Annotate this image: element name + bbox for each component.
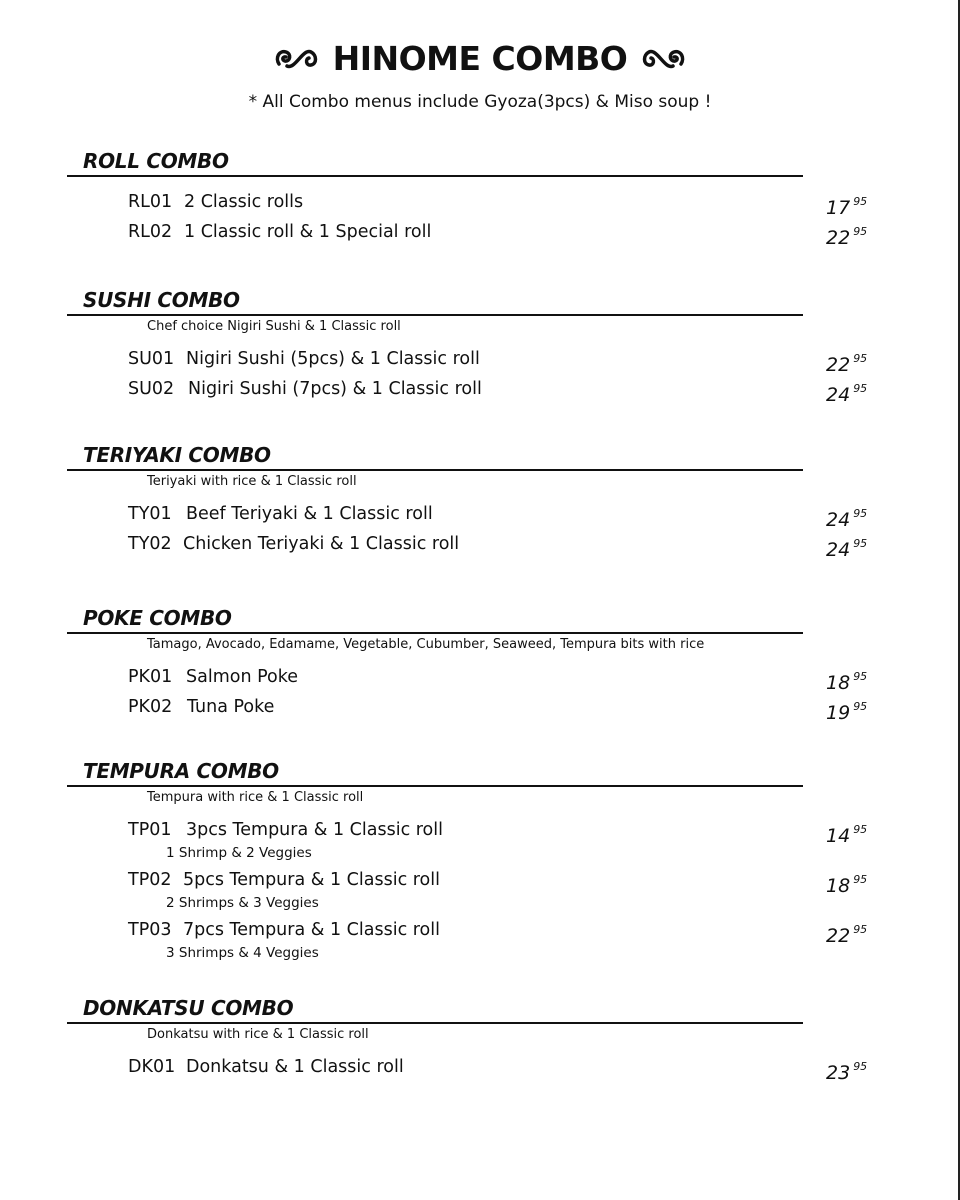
item-price	[826, 217, 867, 253]
price-dollars: 23	[826, 1062, 851, 1084]
combo-includes-note: * All Combo menus include Gyoza(3pcs) & Miso soup !	[248, 92, 712, 112]
section-tempura-combo	[0, 758, 960, 965]
section-divider	[67, 175, 803, 177]
price-dollars: 22	[826, 227, 851, 249]
item-note: 2 Shrimps & 3 Veggies	[166, 895, 319, 911]
item-list	[0, 344, 960, 404]
item-name: 3pcs Tempura & 1 Classic roll	[186, 820, 443, 840]
price-cents: 95	[853, 873, 868, 886]
section-description: Chef choice Nigiri Sushi & 1 Classic roll	[147, 319, 401, 334]
section-description: Tempura with rice & 1 Classic roll	[147, 790, 364, 805]
item-note: 3 Shrimps & 4 Veggies	[166, 945, 319, 961]
page-title: HINOME COMBO	[332, 38, 628, 78]
section-divider	[67, 1022, 803, 1024]
item-price	[826, 1052, 867, 1088]
item-code: PK01	[128, 667, 173, 687]
menu-item-ty01	[0, 499, 960, 529]
menu-item-rl01	[0, 187, 960, 217]
item-list	[0, 499, 960, 559]
menu-item-tp03	[0, 915, 960, 945]
section-description: Tamago, Avocado, Edamame, Vegetable, Cubumber, Seaweed, Tempura bits with rice	[147, 637, 705, 652]
item-list	[0, 662, 960, 722]
item-name: Donkatsu & 1 Classic roll	[186, 1057, 404, 1077]
price-dollars: 14	[826, 825, 851, 847]
item-code: RL01	[128, 192, 173, 212]
price-cents: 95	[853, 1060, 868, 1073]
menu-item-pk02	[0, 692, 960, 722]
price-dollars: 24	[826, 539, 851, 561]
item-price	[826, 529, 867, 565]
section-divider	[67, 314, 803, 316]
item-note: 1 Shrimp & 2 Veggies	[166, 845, 312, 861]
menu-item-tp01	[0, 815, 960, 845]
item-list	[0, 1052, 960, 1082]
item-code: TP02	[128, 870, 172, 890]
section-divider	[67, 632, 803, 634]
section-title: SUSHI COMBO	[83, 288, 240, 312]
price-dollars: 24	[826, 384, 851, 406]
item-name: Tuna Poke	[187, 697, 275, 717]
price-cents: 95	[853, 507, 868, 520]
menu-item-tp02	[0, 865, 960, 895]
price-dollars: 18	[826, 875, 851, 897]
section-title: DONKATSU COMBO	[83, 996, 294, 1020]
price-cents: 95	[853, 823, 868, 836]
item-name: 7pcs Tempura & 1 Classic roll	[183, 920, 440, 940]
item-name: 2 Classic rolls	[184, 192, 304, 212]
section-description: Donkatsu with rice & 1 Classic roll	[147, 1027, 369, 1042]
price-cents: 95	[853, 225, 868, 238]
item-name: 5pcs Tempura & 1 Classic roll	[183, 870, 440, 890]
section-poke-combo	[0, 605, 960, 722]
item-code: TY01	[128, 504, 172, 524]
price-cents: 95	[853, 670, 868, 683]
item-name: Nigiri Sushi (5pcs) & 1 Classic roll	[186, 349, 480, 369]
menu-item-ty02	[0, 529, 960, 559]
swirl-ornament-right-icon	[637, 44, 687, 72]
menu-item-pk01	[0, 662, 960, 692]
item-name: Chicken Teriyaki & 1 Classic roll	[183, 534, 460, 554]
item-code: TY02	[128, 534, 172, 554]
menu-sections	[0, 148, 960, 1082]
item-code: TP03	[128, 920, 172, 940]
price-cents: 95	[853, 923, 868, 936]
price-cents: 95	[853, 382, 868, 395]
section-teriyaki-combo	[0, 442, 960, 559]
section-sushi-combo	[0, 287, 960, 404]
item-code: TP01	[128, 820, 172, 840]
price-dollars: 22	[826, 354, 851, 376]
menu-item-su01	[0, 344, 960, 374]
section-title: POKE COMBO	[83, 606, 232, 630]
price-cents: 95	[853, 700, 868, 713]
section-divider	[67, 785, 803, 787]
item-name: Salmon Poke	[186, 667, 299, 687]
section-donkatsu-combo	[0, 995, 960, 1082]
menu-header	[0, 36, 960, 112]
section-title: TERIYAKI COMBO	[83, 443, 271, 467]
item-code: RL02	[128, 222, 173, 242]
price-dollars: 17	[826, 197, 851, 219]
item-name: Beef Teriyaki & 1 Classic roll	[186, 504, 433, 524]
section-title: ROLL COMBO	[83, 149, 229, 173]
section-roll-combo	[0, 148, 960, 247]
price-cents: 95	[853, 352, 868, 365]
swirl-ornament-left-icon	[273, 44, 323, 72]
item-code: DK01	[128, 1057, 176, 1077]
item-name: 1 Classic roll & 1 Special roll	[184, 222, 432, 242]
section-description: Teriyaki with rice & 1 Classic roll	[147, 474, 357, 489]
price-dollars: 22	[826, 925, 851, 947]
item-code: PK02	[128, 697, 173, 717]
title-row	[0, 36, 960, 80]
price-cents: 95	[853, 195, 868, 208]
price-dollars: 19	[826, 702, 851, 724]
item-list	[0, 187, 960, 247]
section-title: TEMPURA COMBO	[83, 759, 279, 783]
item-list	[0, 815, 960, 965]
menu-item-dk01	[0, 1052, 960, 1082]
item-code: SU02	[128, 379, 175, 399]
item-name: Nigiri Sushi (7pcs) & 1 Classic roll	[188, 379, 482, 399]
price-dollars: 24	[826, 509, 851, 531]
item-code: SU01	[128, 349, 175, 369]
price-cents: 95	[853, 537, 868, 550]
section-divider	[67, 469, 803, 471]
price-dollars: 18	[826, 672, 851, 694]
menu-item-rl02	[0, 217, 960, 247]
item-price	[826, 374, 867, 410]
item-price	[826, 692, 867, 728]
menu-item-su02	[0, 374, 960, 404]
